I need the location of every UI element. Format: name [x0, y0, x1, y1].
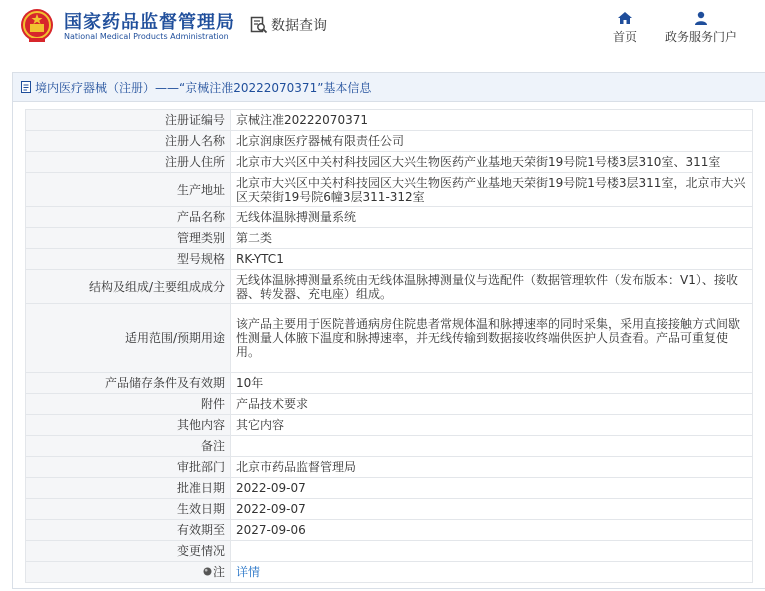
table-row [26, 436, 753, 457]
table-row [26, 520, 753, 541]
row-value-product-name: 无线体温脉搏测量系统 [231, 207, 753, 228]
table-row [26, 249, 753, 270]
row-label-management-category: 管理类别 [26, 228, 231, 249]
site-header [0, 0, 765, 58]
nav-home-label: 首页 [612, 30, 637, 44]
row-value-effective-date: 2022-09-07 [231, 499, 753, 520]
row-label-product-name: 产品名称 [26, 207, 231, 228]
row-label-note [26, 562, 231, 583]
row-label-production-address: 生产地址 [26, 173, 231, 207]
row-label-expiry-date: 有效期至 [26, 520, 231, 541]
row-label-approval-department: 审批部门 [26, 457, 231, 478]
row-value-registration-no: 京械注准20222070371 [231, 110, 753, 131]
row-value-other-content: 其它内容 [231, 415, 753, 436]
row-label-other-content: 其他内容 [26, 415, 231, 436]
table-row [26, 110, 753, 131]
table-row [26, 131, 753, 152]
table-row [26, 562, 753, 583]
table-row [26, 541, 753, 562]
row-value-approval-date: 2022-09-07 [231, 478, 753, 499]
note-label-text: 注 [212, 564, 225, 579]
row-value-production-address: 北京市大兴区中关村科技园区大兴生物医药产业基地天荣街19号院1号楼3层311室，北京市大兴区天荣街19号院6幢3层311-312室 [231, 173, 753, 207]
row-value-structure: 无线体温脉搏测量系统由无线体温脉搏测量仪与选配件（数据管理软件（发布版本：V1）、接收器、转发器、充电座）组成。 [231, 270, 753, 304]
document-icon [21, 81, 32, 93]
note-bullet-icon [203, 567, 212, 576]
row-value-management-category: 第二类 [231, 228, 753, 249]
row-label-registration-no: 注册证编号 [26, 110, 231, 131]
table-row [26, 394, 753, 415]
details-link[interactable]: 详情 [236, 565, 261, 579]
registration-info-table [25, 109, 753, 583]
table-row [26, 152, 753, 173]
table-row [26, 270, 753, 304]
national-emblem-icon [20, 8, 54, 44]
row-value-note [231, 562, 753, 583]
row-value-expiry-date: 2027-09-06 [231, 520, 753, 541]
row-value-remarks [231, 436, 753, 457]
data-query-link[interactable] [250, 15, 327, 35]
detail-panel [12, 72, 765, 589]
row-label-storage-validity: 产品储存条件及有效期 [26, 373, 231, 394]
row-label-attachment: 附件 [26, 394, 231, 415]
row-label-effective-date: 生效日期 [26, 499, 231, 520]
row-value-intended-use: 该产品主要用于医院普通病房住院患者常规体温和脉搏速率的同时采集，采用直接接触方式间歇性测量人体腋下温度和脉搏速率，并无线传输到数据接收终端供医护人员查看。产品可重复使用。 [231, 304, 753, 373]
table-row [26, 478, 753, 499]
row-value-storage-validity: 10年 [231, 373, 753, 394]
panel-title: 境内医疗器械（注册）——“京械注准20222070371”基本信息 [35, 80, 372, 95]
row-label-approval-date: 批准日期 [26, 478, 231, 499]
row-label-intended-use: 适用范围/预期用途 [26, 304, 231, 373]
row-label-remarks: 备注 [26, 436, 231, 457]
table-row [26, 228, 753, 249]
table-row [26, 415, 753, 436]
row-label-registrant-name: 注册人名称 [26, 131, 231, 152]
user-icon [693, 10, 709, 26]
table-row [26, 373, 753, 394]
data-search-icon [250, 16, 268, 34]
row-value-model-spec: RK-YTC1 [231, 249, 753, 270]
table-row [26, 304, 753, 373]
row-value-registrant-name: 北京润康医疗器械有限责任公司 [231, 131, 753, 152]
table-row [26, 207, 753, 228]
row-label-change-history: 变更情况 [26, 541, 231, 562]
table-row [26, 499, 753, 520]
data-query-label: 数据查询 [271, 18, 327, 34]
panel-header [13, 73, 765, 102]
row-value-change-history [231, 541, 753, 562]
nav-service-portal-label: 政务服务门户 [664, 30, 737, 44]
nav-service-portal[interactable] [664, 10, 738, 45]
row-label-model-spec: 型号规格 [26, 249, 231, 270]
row-value-registrant-address: 北京市大兴区中关村科技园区大兴生物医药产业基地天荣街19号院1号楼3层310室、311室 [231, 152, 753, 173]
row-value-attachment: 产品技术要求 [231, 394, 753, 415]
site-title-en: National Medical Products Administration [64, 32, 229, 41]
table-row [26, 173, 753, 207]
home-icon [617, 10, 633, 26]
site-title[interactable]: 国家药品监督管理局 [64, 12, 235, 33]
note-label-wrap [203, 565, 225, 579]
table-row [26, 457, 753, 478]
row-label-registrant-address: 注册人住所 [26, 152, 231, 173]
nav-home[interactable] [610, 10, 640, 45]
row-value-approval-department: 北京市药品监督管理局 [231, 457, 753, 478]
row-label-structure: 结构及组成/主要组成成分 [26, 270, 231, 304]
